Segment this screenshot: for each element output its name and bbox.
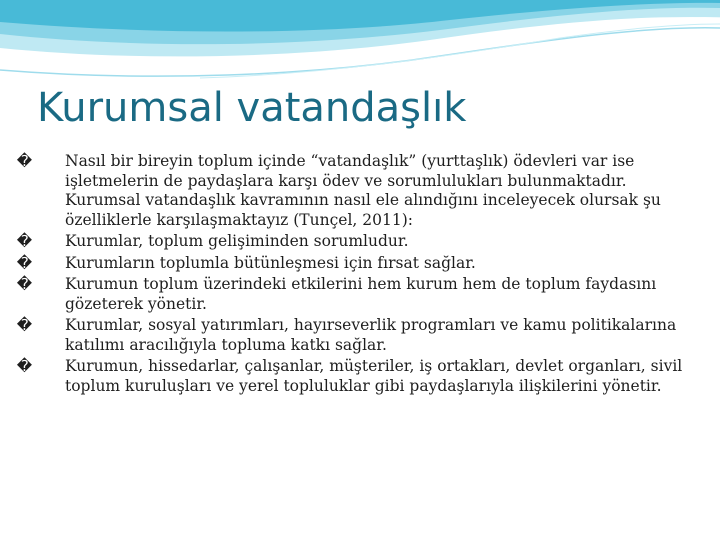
bullet-list [16,152,696,398]
bullet-text: Kurumlar, sosyal yatırımları, hayırseverlik programları ve kamu politikalarına katılımı aracılığıyla topluma katkı sağlar. [65,316,677,354]
bullet-text: Kurumların toplumla bütünleşmesi için fırsat sağlar. [65,253,476,272]
bullet-item [16,275,696,314]
bullet-icon: � [16,316,33,334]
bullet-icon: � [16,357,33,375]
bullet-item [16,152,696,230]
bullet-text: Kurumun, hissedarlar, çalışanlar, müşteriler, iş ortakları, devlet organları, sivil toplum kuruluşları ve yerel topluluklar gibi paydaşlarıyla ilişkilerini yönetir. [65,357,683,395]
bullet-text: Nasıl bir bireyin toplum içinde “vatandaşlık” (yurttaşlık) ödevleri var ise işletmelerin de paydaşlara karşı ödev ve sorumlulukları bulunmaktadır. Kurumsal vatandaşlık kavramının nasıl ele alındığını inceleyecek olursak şu özelliklerle karşılaşmaktayız (Tunçel, 2011): [65,152,661,229]
bullet-item [16,254,696,274]
bullet-icon: � [16,152,33,170]
bullet-icon: � [16,232,33,250]
bullet-icon: � [16,275,33,293]
slide-title: Kurumsal vatandaşlık [37,85,467,131]
bullet-item [16,357,696,396]
bullet-item [16,232,696,252]
bullet-item [16,316,696,355]
header-wave-decoration [0,0,720,80]
bullet-icon: � [16,253,33,272]
bullet-text: Kurumlar, toplum gelişiminden sorumludur. [65,232,409,250]
bullet-text: Kurumun toplum üzerindeki etkilerini hem kurum hem de toplum faydasını gözeterek yönetir. [65,275,657,313]
